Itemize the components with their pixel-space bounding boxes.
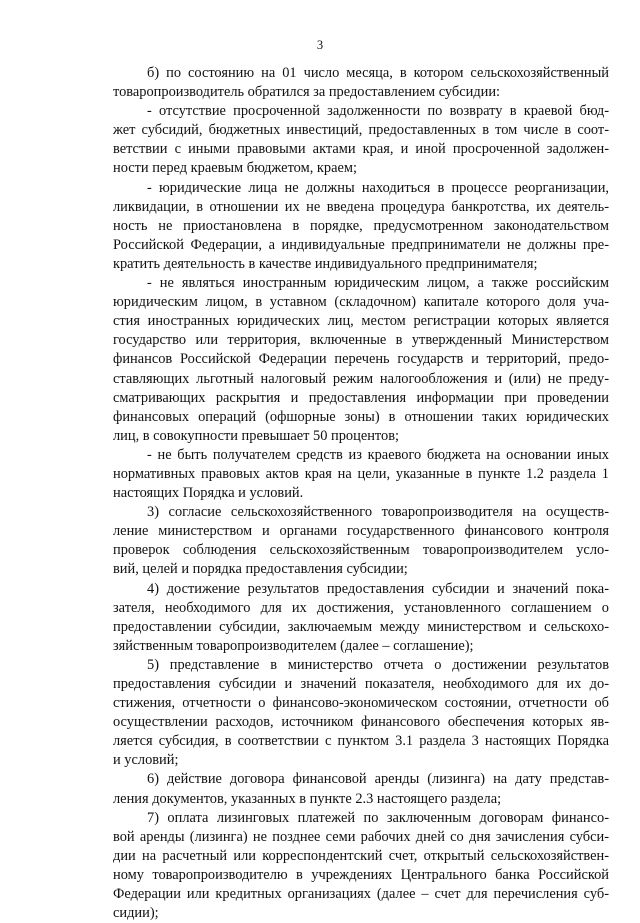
text-line: ставляющих льготный налоговый режим налогообложения и (или) не преду- bbox=[113, 370, 609, 387]
text-line: стижения, отчетности о финансово-экономическом состоянии, отчетности об bbox=[113, 695, 609, 712]
text-line: финансов Российской Федерации перечень государств и территорий, предо- bbox=[113, 351, 609, 368]
text-line: 4) достижение результатов предоставления субсидии и значений пока- bbox=[147, 580, 609, 597]
text-line: проверок соблюдения сельскохозяйственным товаропроизводителем усло- bbox=[113, 542, 609, 559]
text-line: вой аренды (лизинга) не позднее семи рабочих дней со дня зачисления субси- bbox=[113, 828, 609, 845]
text-line: ляется субсидия, в соответствии с пунктом 3.1 раздела 3 настоящих Порядка bbox=[113, 733, 609, 750]
text-line: лиц, в совокупности превышает 50 процентов; bbox=[113, 427, 400, 444]
text-line: Российской Федерации, а индивидуальные предприниматели не должны пре- bbox=[113, 236, 609, 253]
text-line: - юридические лица не должны находиться в процессе реорганизации, bbox=[147, 179, 609, 196]
text-line: 6) действие договора финансовой аренды (лизинга) на дату представ- bbox=[147, 771, 609, 788]
text-line: государство или территория, включенные в утвержденный Министерством bbox=[113, 332, 609, 349]
document-body bbox=[113, 64, 609, 923]
text-line: ветствии с иными правовыми актами края, и иной просроченной задолжен- bbox=[113, 141, 609, 158]
text-line: 5) представление в министерство отчета о достижении результатов bbox=[147, 656, 609, 673]
text-line: ление министерством и органами государственного финансового контроля bbox=[113, 523, 609, 540]
text-line: вий, целей и порядка предоставления субсидии; bbox=[113, 561, 408, 578]
text-line: дии на расчетный или корреспондентский счет, открытый сельскохозяйствен- bbox=[113, 847, 609, 864]
text-line: настоящих Порядка и условий. bbox=[113, 485, 304, 502]
text-line: 7) оплата лизинговых платежей по заключенным договорам финансо- bbox=[147, 809, 609, 826]
text-line: ности перед краевым бюджетом, краем; bbox=[113, 160, 357, 177]
text-line: сматривающих раскрытия и предоставления информации при проведении bbox=[113, 389, 609, 406]
text-line: юридическим лицом, в уставном (складочном) капитале которого доля уча- bbox=[113, 294, 609, 311]
text-line: нормативных правовых актов края на цели, указанные в пункте 1.2 раздела 1 bbox=[113, 465, 609, 482]
text-line: Федерации или кредитных организациях (далее – счет для перечисления суб- bbox=[113, 886, 609, 903]
text-line: осуществлении расходов, источником финансового обеспечения которых яв- bbox=[113, 714, 609, 731]
text-line: финансовых операций (офшорные зоны) в отношении таких юридических bbox=[113, 408, 609, 425]
text-line: предоставлении субсидии, заключаемым между министерством и сельскохо- bbox=[113, 618, 609, 635]
text-line: зяйственным товаропроизводителем (далее – соглашение); bbox=[113, 637, 474, 654]
text-line: - отсутствие просроченной задолженности по возврату в краевой бюд- bbox=[147, 103, 609, 120]
text-line: ления документов, указанных в пункте 2.3 настоящего раздела; bbox=[113, 790, 502, 807]
text-line: ность не приостановлена в порядке, предусмотренном законодательством bbox=[113, 217, 609, 234]
text-line: сидии); bbox=[113, 905, 159, 922]
text-line: - не быть получателем средств из краевого бюджета на основании иных bbox=[147, 446, 609, 463]
text-line: стия иностранных юридических лиц, местом регистрации которых является bbox=[113, 313, 609, 330]
text-line: ному товаропроизводителю в учреждениях Центрального банка Российской bbox=[113, 866, 609, 883]
text-line: - не являться иностранным юридическим лицом, а также российским bbox=[147, 275, 609, 292]
page-number: 3 bbox=[316, 38, 324, 52]
text-line: и условий; bbox=[113, 752, 179, 769]
text-line: кратить деятельность в качестве индивидуального предпринимателя; bbox=[113, 255, 538, 272]
text-line: предоставления субсидии и значений показателя, необходимого для их до- bbox=[113, 676, 609, 692]
text-line: товаропроизводитель обратился за предоставлением субсидии: bbox=[113, 84, 501, 101]
text-line: ликвидации, в отношении их не введена процедура банкротства, их деятель- bbox=[113, 198, 609, 215]
text-line: жет субсидий, бюджетных инвестиций, предоставленных в том числе в соот- bbox=[113, 122, 609, 139]
text-line: 3) согласие сельскохозяйственного товаропроизводителя на осуществ- bbox=[147, 504, 609, 521]
text-line: зателя, необходимого для их достижения, установленного соглашением о bbox=[113, 599, 609, 616]
text-line: б) по состоянию на 01 число месяца, в котором сельскохозяйственный bbox=[147, 65, 609, 81]
